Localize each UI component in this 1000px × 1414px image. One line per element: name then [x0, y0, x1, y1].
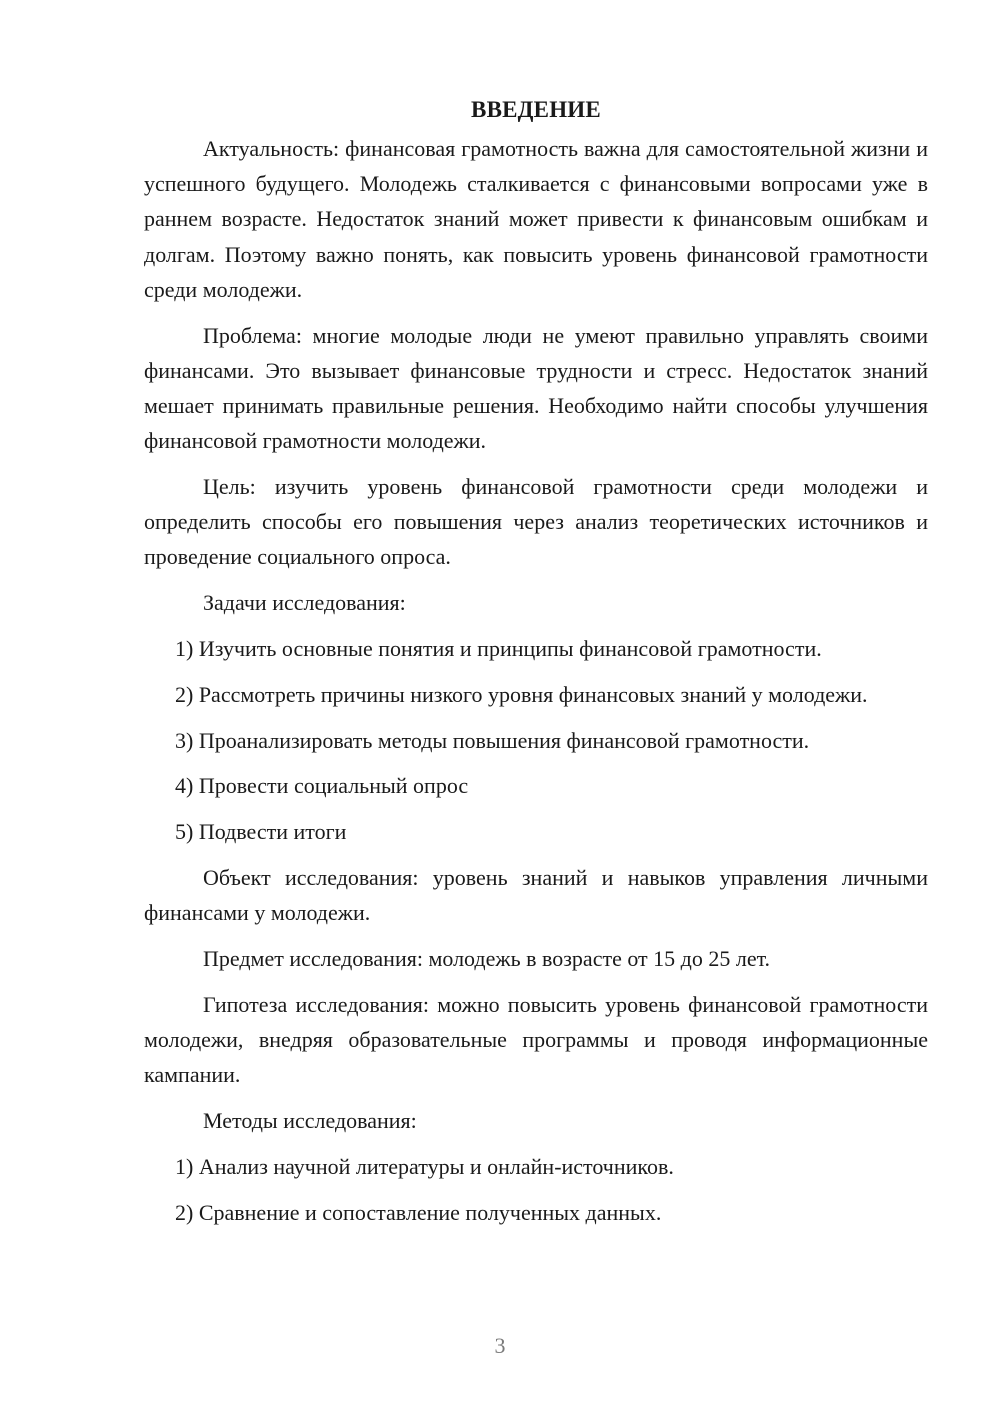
object-paragraph: Объект исследования: уровень знаний и навыков управления личными финансами у молодежи. — [144, 865, 928, 926]
hypothesis-paragraph: Гипотеза исследования: можно повысить уровень финансовой грамотности молодежи, внедряя образовательные программы и проводя информационные кампании. — [144, 991, 928, 1088]
tasks-heading: Задачи исследования: — [203, 590, 406, 616]
task-item: 1) Изучить основные понятия и принципы финансовой грамотности. — [175, 636, 822, 662]
task-item: 4) Провести социальный опрос — [175, 773, 469, 799]
method-item: 2) Сравнение и сопоставление полученных данных. — [175, 1199, 662, 1225]
document-page — [144, 92, 928, 1240]
methods-heading: Методы исследования: — [203, 1108, 417, 1133]
method-item: 1) Анализ научной литературы и онлайн-источников. — [175, 1153, 674, 1179]
goal-paragraph: Цель: изучить уровень финансовой грамотности среди молодежи и определить способы его повышения через анализ теоретических источников и проведение социального опроса. — [144, 474, 928, 570]
section-title: ВВЕДЕНИЕ — [471, 97, 601, 122]
task-item: 3) Проанализировать методы повышения финансовой грамотности. — [175, 727, 810, 753]
problem-paragraph: Проблема: многие молодые люди не умеют правильно управлять своими финансами. Это вызывает финансовые трудности и стресс. Недостаток знаний мешает принимать правильные решения. Необходимо найти способы улучшения финансовой грамотности молодежи. — [144, 322, 928, 454]
relevance-paragraph: Актуальность: финансовая грамотность важна для самостоятельной жизни и успешного будущего. Молодежь сталкивается с финансовыми вопросами уже в раннем возрасте. Недостаток знаний может привести к финансовым ошибкам и долгам. Поэтому важно понять, как повысить уровень финансовой грамотности среди молодежи. — [144, 136, 928, 302]
page-number: 3 — [494, 1333, 506, 1358]
subject-paragraph: Предмет исследования: молодежь в возрасте от 15 до 25 лет. — [203, 946, 771, 971]
task-item: 2) Рассмотреть причины низкого уровня финансовых знаний у молодежи. — [175, 681, 868, 707]
task-item: 5) Подвести итоги — [175, 819, 347, 845]
